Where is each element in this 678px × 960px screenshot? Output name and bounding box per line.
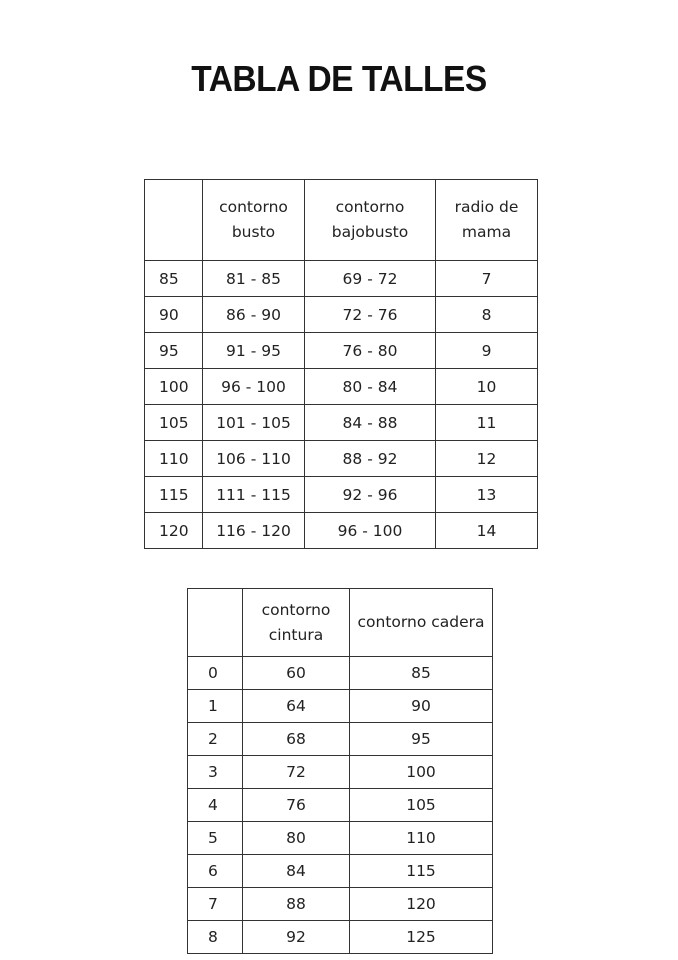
table-row — [145, 369, 538, 405]
bajobusto-cell: 69 - 72 — [305, 261, 436, 297]
size-cell: 1 — [188, 690, 243, 723]
bajobusto-cell: 80 - 84 — [305, 369, 436, 405]
cintura-cell: 80 — [243, 822, 350, 855]
size-cell: 4 — [188, 789, 243, 822]
size-cell: 8 — [188, 921, 243, 954]
table-row — [188, 657, 493, 690]
header-empty — [145, 180, 203, 261]
cadera-cell: 120 — [350, 888, 493, 921]
table-row — [188, 756, 493, 789]
cadera-cell: 125 — [350, 921, 493, 954]
table-row — [188, 888, 493, 921]
size-cell: 5 — [188, 822, 243, 855]
size-cell: 2 — [188, 723, 243, 756]
table-row — [145, 441, 538, 477]
radio-cell: 13 — [436, 477, 538, 513]
cintura-cell: 88 — [243, 888, 350, 921]
radio-cell: 11 — [436, 405, 538, 441]
busto-cell: 116 - 120 — [203, 513, 305, 549]
cadera-cell: 90 — [350, 690, 493, 723]
size-cell: 105 — [145, 405, 203, 441]
header-contorno-bajobusto: contorno bajobusto — [305, 180, 436, 261]
busto-cell: 111 - 115 — [203, 477, 305, 513]
cadera-cell: 100 — [350, 756, 493, 789]
table-row — [188, 690, 493, 723]
cintura-cell: 84 — [243, 855, 350, 888]
bajobusto-cell: 88 - 92 — [305, 441, 436, 477]
header-contorno-cintura: contorno cintura — [243, 589, 350, 657]
bajobusto-cell: 96 - 100 — [305, 513, 436, 549]
size-cell: 110 — [145, 441, 203, 477]
cadera-cell: 105 — [350, 789, 493, 822]
bajobusto-cell: 92 - 96 — [305, 477, 436, 513]
table-header-row — [145, 180, 538, 261]
table-row — [145, 333, 538, 369]
cintura-cell: 64 — [243, 690, 350, 723]
header-contorno-busto: contorno busto — [203, 180, 305, 261]
cintura-cell: 60 — [243, 657, 350, 690]
page-title: TABLA DE TALLES — [191, 58, 487, 99]
cadera-cell: 110 — [350, 822, 493, 855]
busto-cell: 91 - 95 — [203, 333, 305, 369]
size-cell: 100 — [145, 369, 203, 405]
size-cell: 3 — [188, 756, 243, 789]
radio-cell: 9 — [436, 333, 538, 369]
cintura-cell: 68 — [243, 723, 350, 756]
cintura-cell: 92 — [243, 921, 350, 954]
size-cell: 95 — [145, 333, 203, 369]
size-cell: 6 — [188, 855, 243, 888]
header-empty — [188, 589, 243, 657]
size-cell: 115 — [145, 477, 203, 513]
header-contorno-cadera: contorno cadera — [350, 589, 493, 657]
cintura-cell: 72 — [243, 756, 350, 789]
bajobusto-cell: 84 - 88 — [305, 405, 436, 441]
busto-cell: 86 - 90 — [203, 297, 305, 333]
table-row — [188, 723, 493, 756]
size-cell: 120 — [145, 513, 203, 549]
table-row — [188, 789, 493, 822]
radio-cell: 8 — [436, 297, 538, 333]
cintura-cell: 76 — [243, 789, 350, 822]
table-row — [188, 921, 493, 954]
size-cell: 90 — [145, 297, 203, 333]
table-row — [145, 513, 538, 549]
bajobusto-cell: 76 - 80 — [305, 333, 436, 369]
table-row — [188, 822, 493, 855]
waist-hip-size-table — [187, 588, 493, 954]
table-row — [145, 405, 538, 441]
bust-size-table — [144, 179, 538, 549]
header-radio-de-mama: radio de mama — [436, 180, 538, 261]
table-row — [188, 855, 493, 888]
cadera-cell: 95 — [350, 723, 493, 756]
busto-cell: 101 - 105 — [203, 405, 305, 441]
cadera-cell: 115 — [350, 855, 493, 888]
table-header-row — [188, 589, 493, 657]
table-row — [145, 477, 538, 513]
bajobusto-cell: 72 - 76 — [305, 297, 436, 333]
size-cell: 7 — [188, 888, 243, 921]
cadera-cell: 85 — [350, 657, 493, 690]
size-cell: 85 — [145, 261, 203, 297]
radio-cell: 14 — [436, 513, 538, 549]
busto-cell: 81 - 85 — [203, 261, 305, 297]
busto-cell: 106 - 110 — [203, 441, 305, 477]
radio-cell: 10 — [436, 369, 538, 405]
table-row — [145, 297, 538, 333]
size-cell: 0 — [188, 657, 243, 690]
radio-cell: 12 — [436, 441, 538, 477]
busto-cell: 96 - 100 — [203, 369, 305, 405]
radio-cell: 7 — [436, 261, 538, 297]
table-row — [145, 261, 538, 297]
